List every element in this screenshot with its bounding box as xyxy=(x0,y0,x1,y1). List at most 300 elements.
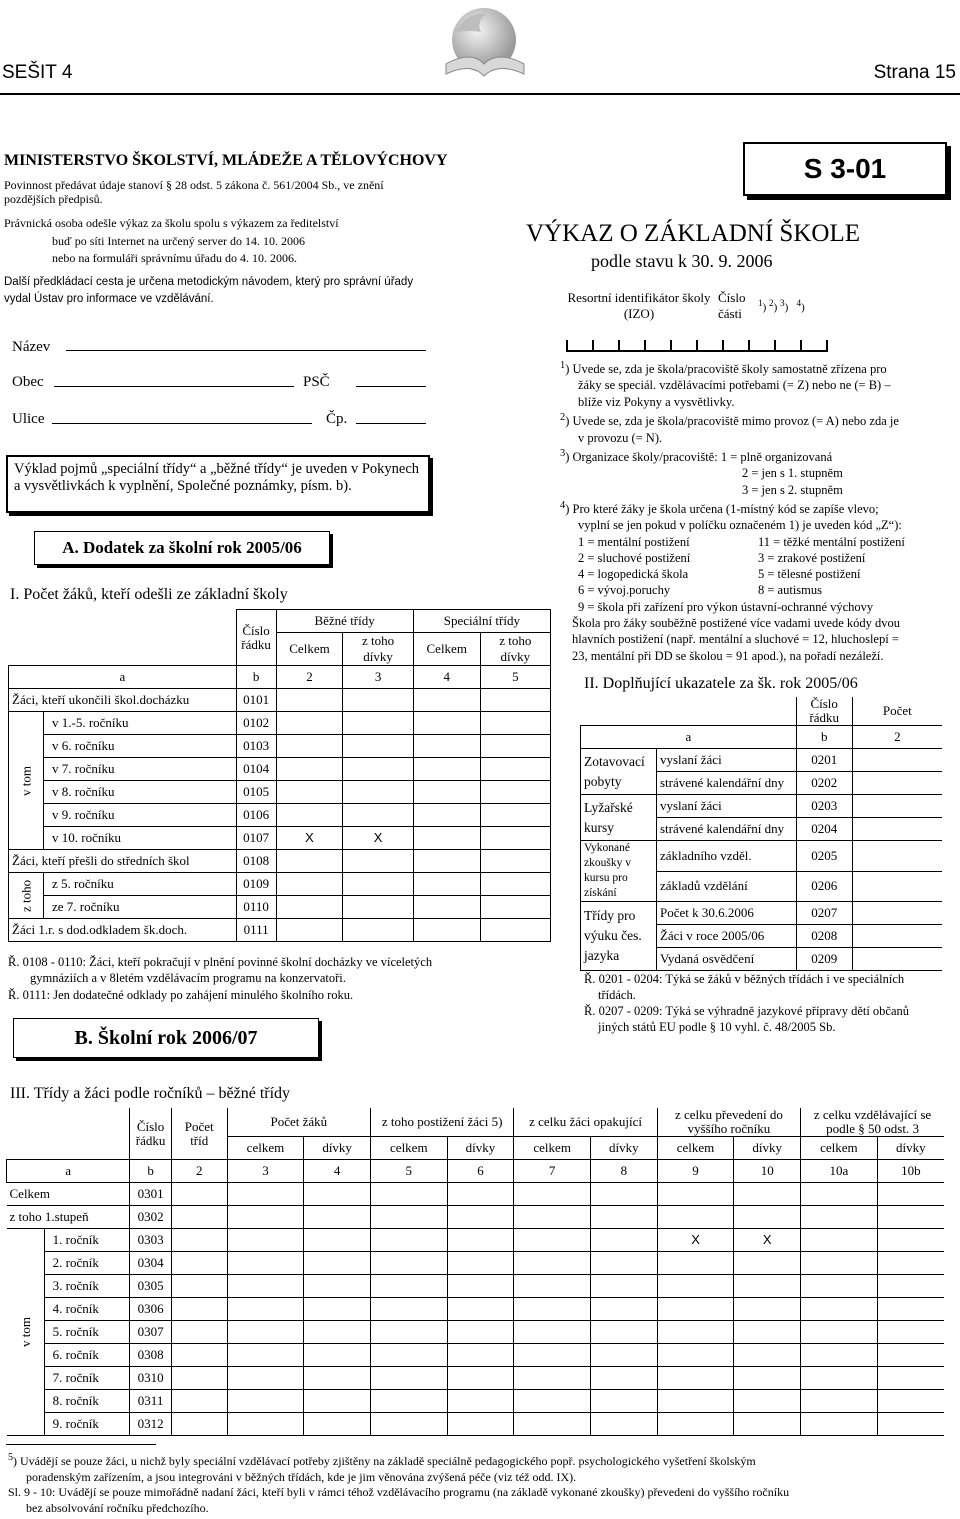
t3-cell[interactable] xyxy=(590,1252,657,1275)
ministry-title: MINISTERSTVO ŠKOLSTVÍ, MLÁDEŽE A TĚLOVÝCHOVY xyxy=(4,152,448,169)
t1-cell[interactable] xyxy=(480,896,550,919)
t3-cell[interactable] xyxy=(371,1275,448,1298)
table-row xyxy=(7,1275,945,1298)
fn-paren-1: ) xyxy=(762,301,767,314)
t3-cell[interactable] xyxy=(514,1275,591,1298)
legal-text-3: nebo na formuláři správnímu úřadu do 4. 10. 2006. xyxy=(52,251,297,265)
t1-note-2: Ř. 0111: Jen dodatečné odklady po zahájení minulého školního roku. xyxy=(8,988,354,1002)
t1-cell[interactable] xyxy=(413,873,480,896)
t3-cell[interactable] xyxy=(304,1229,371,1252)
t3-cell[interactable] xyxy=(801,1321,878,1344)
t3-h-celkem: celkem xyxy=(514,1137,591,1160)
t2-letter-2: 2 xyxy=(852,726,942,749)
t2-cell[interactable] xyxy=(852,925,942,948)
t3-cell[interactable] xyxy=(227,1413,304,1436)
t3-row-num: 0307 xyxy=(130,1321,171,1344)
t1-row-label: v 10. ročníku xyxy=(44,827,237,850)
t3-cell[interactable] xyxy=(590,1229,657,1252)
info-text: Výklad pojmů „speciální třídy“ a „běžné třídy“ je uveden v Pokynech a vysvětlivkách k vyplnění, Společné poznámky, písm. b). xyxy=(14,461,420,494)
t1-cell[interactable] xyxy=(343,804,413,827)
t3-cell[interactable] xyxy=(657,1183,734,1206)
t1-cell[interactable] xyxy=(276,689,343,712)
t3-row-num: 0308 xyxy=(130,1344,171,1367)
fn4-e: hlavních postižení (např. mentální a sluchové = 12, hluchoslepí = xyxy=(572,632,899,647)
report-title: VÝKAZ O ZÁKLADNÍ ŠKOLE xyxy=(526,220,860,247)
t2-note-2: Ř. 0207 - 0209: Týká se výhradně jazykové přípravy dětí občanů xyxy=(584,1004,910,1018)
t3-cell[interactable] xyxy=(227,1252,304,1275)
t1-letter-a: a xyxy=(9,666,237,689)
t3-cell[interactable] xyxy=(734,1413,801,1436)
t3-cell[interactable] xyxy=(877,1413,944,1436)
t3-cell[interactable] xyxy=(801,1206,878,1229)
t3-cell[interactable] xyxy=(171,1367,227,1390)
t3-cell[interactable] xyxy=(801,1367,878,1390)
t1-cell[interactable] xyxy=(413,827,480,850)
t3-cell[interactable] xyxy=(371,1252,448,1275)
t3-cell[interactable] xyxy=(371,1367,448,1390)
t1-row-num: 0110 xyxy=(236,896,276,919)
t3-cell[interactable] xyxy=(590,1183,657,1206)
t3-row-label: 6. ročník xyxy=(44,1344,130,1367)
t1-cell[interactable] xyxy=(413,850,480,873)
table1-title: I. Počet žáků, kteří odešli ze základní školy xyxy=(10,586,288,603)
psc-label: PSČ xyxy=(303,374,330,390)
t2-row-num: 0205 xyxy=(796,841,852,872)
t3-cell[interactable] xyxy=(734,1390,801,1413)
t1-cell[interactable] xyxy=(343,896,413,919)
t3-cell[interactable] xyxy=(877,1367,944,1390)
t3-cell[interactable] xyxy=(447,1252,514,1275)
t3-cell[interactable] xyxy=(590,1275,657,1298)
id-box xyxy=(560,288,850,328)
t3-cell[interactable] xyxy=(877,1344,944,1367)
t3-row-label: 2. ročník xyxy=(44,1252,130,1275)
table1 xyxy=(8,609,551,942)
t1-cell[interactable] xyxy=(480,919,550,942)
t3-letter: 8 xyxy=(590,1160,657,1183)
t1-row-label: v 8. ročníku xyxy=(44,781,237,804)
t3-cell[interactable] xyxy=(371,1183,448,1206)
t3-cell[interactable] xyxy=(304,1252,371,1275)
t3-cell[interactable] xyxy=(227,1275,304,1298)
t3-letter: 5 xyxy=(371,1160,448,1183)
t3-cell[interactable] xyxy=(657,1344,734,1367)
t3-letter: b xyxy=(130,1160,171,1183)
t1-note-1: Ř. 0108 - 0110: Žáci, kteří pokračují v plnění povinné školní docházky ve víceletých xyxy=(8,955,433,969)
t1-row-label: Žáci 1.r. s dod.odkladem šk.doch. xyxy=(9,919,237,942)
t2-cell[interactable] xyxy=(852,902,942,925)
nazev-field[interactable] xyxy=(66,338,426,351)
t3-cell[interactable] xyxy=(304,1413,371,1436)
t2-row-label: Počet k 30.6.2006 xyxy=(656,902,796,925)
t3-cell[interactable] xyxy=(657,1413,734,1436)
code: 1 = mentální postižení xyxy=(578,534,690,549)
t3-cell[interactable] xyxy=(657,1298,734,1321)
t3-cell[interactable] xyxy=(171,1321,227,1344)
t1-cell[interactable] xyxy=(343,735,413,758)
t2-cell[interactable] xyxy=(852,871,942,902)
note-5: Uvádějí se pouze žáci, u nichž byly speciální vzdělávací potřeby zjištěny na základě speciálně pedagogického popř. psychologického vyšetření školským xyxy=(20,1454,756,1468)
t3-cell[interactable] xyxy=(171,1413,227,1436)
t2-cell[interactable] xyxy=(852,772,942,795)
t3-cell[interactable] xyxy=(371,1321,448,1344)
t3-cell[interactable] xyxy=(304,1298,371,1321)
cislo-label-2: části xyxy=(718,306,742,321)
table-row xyxy=(7,1206,945,1229)
t1-cell[interactable] xyxy=(276,712,343,735)
t3-cell[interactable] xyxy=(171,1183,227,1206)
t3-cell[interactable] xyxy=(171,1298,227,1321)
t3-cell[interactable] xyxy=(514,1183,591,1206)
t3-cell[interactable] xyxy=(304,1344,371,1367)
t2-cell[interactable] xyxy=(852,818,942,841)
t3-cell[interactable] xyxy=(514,1206,591,1229)
t1-cell[interactable] xyxy=(480,850,550,873)
t3-cell[interactable] xyxy=(657,1390,734,1413)
t3-cell[interactable] xyxy=(171,1252,227,1275)
t1-cell[interactable] xyxy=(413,758,480,781)
t3-h-vzdel: z celku vzdělávající se podle § 50 odst. 3 xyxy=(801,1108,944,1137)
t2-row-num: 0204 xyxy=(796,818,852,841)
t1-cell[interactable] xyxy=(276,758,343,781)
table3-title: III. Třídy a žáci podle ročníků – běžné třídy xyxy=(10,1085,291,1102)
t3-cell[interactable] xyxy=(877,1252,944,1275)
t3-cell[interactable] xyxy=(734,1298,801,1321)
t2-row-label: Žáci v roce 2005/06 xyxy=(656,925,796,948)
izo-input-boxes[interactable] xyxy=(566,336,828,352)
t3-row-num: 0310 xyxy=(130,1367,171,1390)
t1-cell[interactable] xyxy=(480,781,550,804)
t3-row-num: 0304 xyxy=(130,1252,171,1275)
t1-cell[interactable] xyxy=(413,712,480,735)
t3-cell[interactable] xyxy=(171,1275,227,1298)
t1-cell[interactable] xyxy=(480,712,550,735)
t2-group-1: Zotavovací pobyty xyxy=(581,749,657,795)
obec-field[interactable] xyxy=(54,374,294,387)
t1-cell[interactable] xyxy=(343,873,413,896)
t3-cell[interactable] xyxy=(734,1206,801,1229)
code: 5 = tělesné postižení xyxy=(758,567,861,582)
t3-cell[interactable] xyxy=(801,1183,878,1206)
t3-cell[interactable] xyxy=(877,1206,944,1229)
table-row xyxy=(9,804,551,827)
t1-row-label: v 7. ročníku xyxy=(44,758,237,781)
t2-row-num: 0203 xyxy=(796,795,852,818)
fn1-b: žáky se speciál. vzdělávacími potřebami (= Z) nebo ne (= B) – xyxy=(578,378,891,393)
fn4-c: 9 = škola při zařízení pro výkon ústavní-ochranné výchovy xyxy=(578,599,874,614)
t3-cell[interactable] xyxy=(227,1298,304,1321)
t3-cell[interactable] xyxy=(171,1206,227,1229)
t3-cell[interactable] xyxy=(801,1344,878,1367)
t3-h-divky: dívky xyxy=(877,1137,944,1160)
t1-cell[interactable] xyxy=(413,735,480,758)
t1-cell[interactable] xyxy=(480,873,550,896)
t2-row-label: strávené kalendářní dny xyxy=(656,772,796,795)
t1-cell[interactable] xyxy=(343,712,413,735)
t2-cell[interactable] xyxy=(852,795,942,818)
t3-h-divky: dívky xyxy=(734,1137,801,1160)
t2-row-label: vyslaní žáci xyxy=(656,749,796,772)
table-row xyxy=(7,1344,945,1367)
t3-cell[interactable] xyxy=(371,1413,448,1436)
t3-cell[interactable] xyxy=(304,1321,371,1344)
duty-text-2: pozdějších předpisů. xyxy=(4,192,103,206)
t3-letter: 10 xyxy=(734,1160,801,1183)
t1-cell[interactable] xyxy=(276,850,343,873)
t3-cell[interactable] xyxy=(801,1229,878,1252)
t3-cell[interactable] xyxy=(227,1183,304,1206)
t3-cell[interactable] xyxy=(514,1252,591,1275)
cp-label: Čp. xyxy=(326,411,348,427)
fn3-a: Organizace školy/pracoviště: 1 = plně organizovaná xyxy=(572,449,833,464)
t3-cell[interactable] xyxy=(304,1206,371,1229)
t3-cell[interactable] xyxy=(171,1229,227,1252)
t3-cell[interactable] xyxy=(657,1206,734,1229)
t3-cell[interactable] xyxy=(734,1252,801,1275)
t1-row-label: z 5. ročníku xyxy=(44,873,237,896)
t3-cell[interactable] xyxy=(371,1390,448,1413)
table2-title: II. Doplňující ukazatele za šk. rok 2005/06 xyxy=(584,675,858,692)
t1-cell[interactable] xyxy=(276,919,343,942)
t3-cell[interactable] xyxy=(657,1275,734,1298)
t3-letter: a xyxy=(7,1160,130,1183)
psc-field[interactable] xyxy=(356,374,426,387)
t3-cell[interactable] xyxy=(447,1206,514,1229)
t3-cell[interactable] xyxy=(447,1344,514,1367)
t3-cell[interactable] xyxy=(447,1229,514,1252)
t3-cell[interactable] xyxy=(801,1275,878,1298)
t3-cell[interactable] xyxy=(171,1390,227,1413)
t3-cell[interactable] xyxy=(227,1206,304,1229)
cp-field[interactable] xyxy=(356,411,426,424)
t3-h-divky: dívky xyxy=(304,1137,371,1160)
t3-h-celkem: celkem xyxy=(371,1137,448,1160)
t3-cell[interactable] xyxy=(371,1229,448,1252)
t3-cell[interactable] xyxy=(801,1252,878,1275)
t3-cell[interactable] xyxy=(590,1298,657,1321)
t2-row-label: strávené kalendářní dny xyxy=(656,818,796,841)
t3-cell[interactable] xyxy=(590,1344,657,1367)
table-row xyxy=(581,841,943,872)
table-row xyxy=(9,827,551,850)
t1-cell[interactable] xyxy=(276,804,343,827)
t1-row-num: 0101 xyxy=(236,689,276,712)
t3-cell[interactable] xyxy=(590,1413,657,1436)
t1-cell[interactable] xyxy=(343,781,413,804)
t3-cell[interactable] xyxy=(801,1413,878,1436)
t2-row-label: základů vzdělání xyxy=(656,871,796,902)
t1-row-num: 0105 xyxy=(236,781,276,804)
t1-row-label: v 9. ročníku xyxy=(44,804,237,827)
table-row xyxy=(7,1229,945,1252)
t3-cell[interactable] xyxy=(590,1206,657,1229)
t1-cell[interactable] xyxy=(480,804,550,827)
t3-cell[interactable] xyxy=(590,1367,657,1390)
t3-cell[interactable] xyxy=(447,1275,514,1298)
t2-cell[interactable] xyxy=(852,948,942,971)
t3-cell[interactable] xyxy=(304,1390,371,1413)
t3-cell[interactable] xyxy=(734,1321,801,1344)
t2-group-4: Třídy pro výuku čes. jazyka xyxy=(581,902,657,971)
t2-h-cislo: Číslo řádku xyxy=(796,697,852,726)
t3-h-opak: z celku žáci opakující xyxy=(514,1108,657,1137)
table-row xyxy=(9,873,551,896)
t1-cell[interactable] xyxy=(480,735,550,758)
t2-row-num: 0209 xyxy=(796,948,852,971)
t1-cell[interactable] xyxy=(480,758,550,781)
t2-h-pocet: Počet xyxy=(852,697,942,726)
table-row xyxy=(7,1390,945,1413)
t1-cell[interactable] xyxy=(413,781,480,804)
t3-cell[interactable] xyxy=(371,1206,448,1229)
t1-row-num: 0102 xyxy=(236,712,276,735)
t3-letter: 10a xyxy=(801,1160,878,1183)
table-row xyxy=(581,749,943,772)
section-a-box xyxy=(34,531,330,565)
table-row xyxy=(581,902,943,925)
t3-cell[interactable] xyxy=(657,1321,734,1344)
t1-row-num: 0108 xyxy=(236,850,276,873)
t1-cell[interactable] xyxy=(413,919,480,942)
t3-cell[interactable] xyxy=(304,1183,371,1206)
t1-h-special: Speciální třídy xyxy=(413,610,550,633)
form-code: S 3-01 xyxy=(803,153,887,184)
t3-cell[interactable] xyxy=(734,1275,801,1298)
t3-cell[interactable] xyxy=(657,1252,734,1275)
x-mark: X xyxy=(734,1229,801,1252)
t3-cell[interactable] xyxy=(514,1229,591,1252)
t3-cell[interactable] xyxy=(227,1229,304,1252)
t3-h-celkem: celkem xyxy=(657,1137,734,1160)
t3-cell[interactable] xyxy=(877,1229,944,1252)
t2-cell[interactable] xyxy=(852,841,942,872)
t1-cell[interactable] xyxy=(480,827,550,850)
t3-cell[interactable] xyxy=(304,1367,371,1390)
t3-letter: 4 xyxy=(304,1160,371,1183)
table-row xyxy=(7,1183,945,1206)
t3-cell[interactable] xyxy=(590,1321,657,1344)
t3-cell[interactable] xyxy=(734,1367,801,1390)
t2-row-num: 0202 xyxy=(796,772,852,795)
t2-row-num: 0208 xyxy=(796,925,852,948)
fn-paren-4: ) xyxy=(801,301,805,314)
t3-cell[interactable] xyxy=(514,1413,591,1436)
t3-cell[interactable] xyxy=(447,1183,514,1206)
ulice-field[interactable] xyxy=(52,411,312,424)
table-row xyxy=(7,1367,945,1390)
t3-cell[interactable] xyxy=(877,1390,944,1413)
t2-group-3-text: Vykonané zkoušky v kursu pro získání xyxy=(584,842,631,899)
t3-cell[interactable] xyxy=(171,1344,227,1367)
t1-h-cislo: Číslo řádku xyxy=(236,610,276,666)
t3-cell[interactable] xyxy=(447,1367,514,1390)
t3-cell[interactable] xyxy=(734,1183,801,1206)
t1-cell[interactable] xyxy=(413,804,480,827)
t3-cell[interactable] xyxy=(734,1344,801,1367)
t3-cell[interactable] xyxy=(514,1298,591,1321)
fn4-b: vyplní se jen pokud v políčku označeném 1) je uveden kód „Z“): xyxy=(578,518,902,533)
t3-row-label: z toho 1.stupeň xyxy=(7,1206,130,1229)
t3-cell[interactable] xyxy=(514,1390,591,1413)
t3-cell[interactable] xyxy=(514,1367,591,1390)
note-5b: poradenským zařízením, a jsou integrováni v běžných třídách, kde je jim věnována zvýšená péče (viz též odd. IX). xyxy=(26,1469,577,1484)
t1-row-label: v 6. ročníku xyxy=(44,735,237,758)
t1-row-label: Žáci, kteří ukončili škol.docházku xyxy=(9,689,237,712)
t2-cell[interactable] xyxy=(852,749,942,772)
other-text-1: Další předkládací cesta je určena metodickým návodem, který pro správní úřady xyxy=(4,276,414,288)
t3-h-prevedeni: z celku převedení do vyššího ročníku xyxy=(657,1108,800,1137)
t1-row-label: Žáci, kteří přešli do středních škol xyxy=(9,850,237,873)
t3-cell[interactable] xyxy=(227,1344,304,1367)
t3-cell[interactable] xyxy=(801,1390,878,1413)
t3-row-num: 0306 xyxy=(130,1298,171,1321)
bottom-rule xyxy=(6,1444,156,1445)
code: 11 = těžké mentální postižení xyxy=(758,534,905,549)
form-code-box xyxy=(743,142,947,196)
t1-cell[interactable] xyxy=(276,873,343,896)
t2-letter-a: a xyxy=(581,726,797,749)
t2-row-num: 0207 xyxy=(796,902,852,925)
t3-cell[interactable] xyxy=(447,1321,514,1344)
t3-cell[interactable] xyxy=(877,1183,944,1206)
t3-cell[interactable] xyxy=(371,1298,448,1321)
header-rule xyxy=(0,93,960,95)
t3-cell[interactable] xyxy=(304,1275,371,1298)
t1-cell[interactable] xyxy=(413,896,480,919)
t2-row-label: základního vzděl. xyxy=(656,841,796,872)
t3-letter: 9 xyxy=(657,1160,734,1183)
t3-cell[interactable] xyxy=(371,1344,448,1367)
table-row xyxy=(9,712,551,735)
fn1-a: Uvede se, zda je škola/pracoviště školy samostatně zřízena pro xyxy=(572,362,887,377)
t3-cell[interactable] xyxy=(227,1390,304,1413)
right-footnotes: $^1$) Uvede se, zda je škola/pracoviště školy samostatně zřízena pro žáky se speciál. vzdělávacími potřebami (= Z) nebo ne (= B) – blíže viz Pokyny a vysvětlivky. $^2$) Uvede se, zda je škola/pracoviště mimo provoz (= A) nebo zda je v provozu (= N). $^3$) Organizace školy/pracoviště: 1 = plně organizovaná 2 = jen s 1. stupněm 3 = jen s 2. stupněm $^4$) Pro které žáky je škola určena (1-místný kód se zapíše vlevo; vyplní se jen pokud v políčku označeném 1) je uveden kód „Z“): 1 = mentální postižení 11 = těžké mentální postižení 2 = sluchové postižení 3 = zrakové postižení 4 = logopedická škola 5 = tělesné postižení 6 = vývoj.poruchy 8 = autismus 9 = škola při zařízení pro výkon ústavní-ochranné výchovy Škola pro žáky souběžně postižené více vadami uvede kódy dvou hlavních postižení (např. mentální a sluchové = 12, hluchoslepí = 23, mentální při DD se školou = 91 apod.), na pořadí nezáleží. xyxy=(560,358,952,664)
t3-cell[interactable] xyxy=(447,1390,514,1413)
t1-cell[interactable] xyxy=(413,689,480,712)
t1-cell[interactable] xyxy=(276,896,343,919)
table-row xyxy=(9,758,551,781)
t3-h-celkem: celkem xyxy=(227,1137,304,1160)
t1-cell[interactable] xyxy=(343,689,413,712)
t3-cell[interactable] xyxy=(514,1344,591,1367)
t2-group-3 xyxy=(581,841,657,902)
t3-cell[interactable] xyxy=(590,1390,657,1413)
t3-letter: 10b xyxy=(877,1160,944,1183)
t1-cell[interactable] xyxy=(343,919,413,942)
legal-text-1: Právnická osoba odešle výkaz za školu spolu s výkazem za ředitelství xyxy=(4,216,339,230)
t1-cell[interactable] xyxy=(343,758,413,781)
t1-cell[interactable] xyxy=(480,689,550,712)
t1-cell[interactable] xyxy=(276,781,343,804)
t3-letter: 2 xyxy=(171,1160,227,1183)
note-slb: bez absolvování ročníku předchozího. xyxy=(26,1500,209,1515)
t3-cell[interactable] xyxy=(514,1321,591,1344)
t3-cell[interactable] xyxy=(227,1367,304,1390)
t3-cell[interactable] xyxy=(877,1298,944,1321)
t3-cell[interactable] xyxy=(227,1321,304,1344)
t3-row-label: 8. ročník xyxy=(44,1390,130,1413)
t1-row-num: 0103 xyxy=(236,735,276,758)
t3-cell[interactable] xyxy=(877,1321,944,1344)
t3-cell[interactable] xyxy=(447,1298,514,1321)
t3-cell[interactable] xyxy=(877,1275,944,1298)
t3-cell[interactable] xyxy=(801,1298,878,1321)
t3-cell[interactable] xyxy=(447,1413,514,1436)
t3-cell[interactable] xyxy=(657,1367,734,1390)
t1-cell[interactable] xyxy=(276,735,343,758)
t1-cell[interactable] xyxy=(343,850,413,873)
t3-row-label: 7. ročník xyxy=(44,1367,130,1390)
